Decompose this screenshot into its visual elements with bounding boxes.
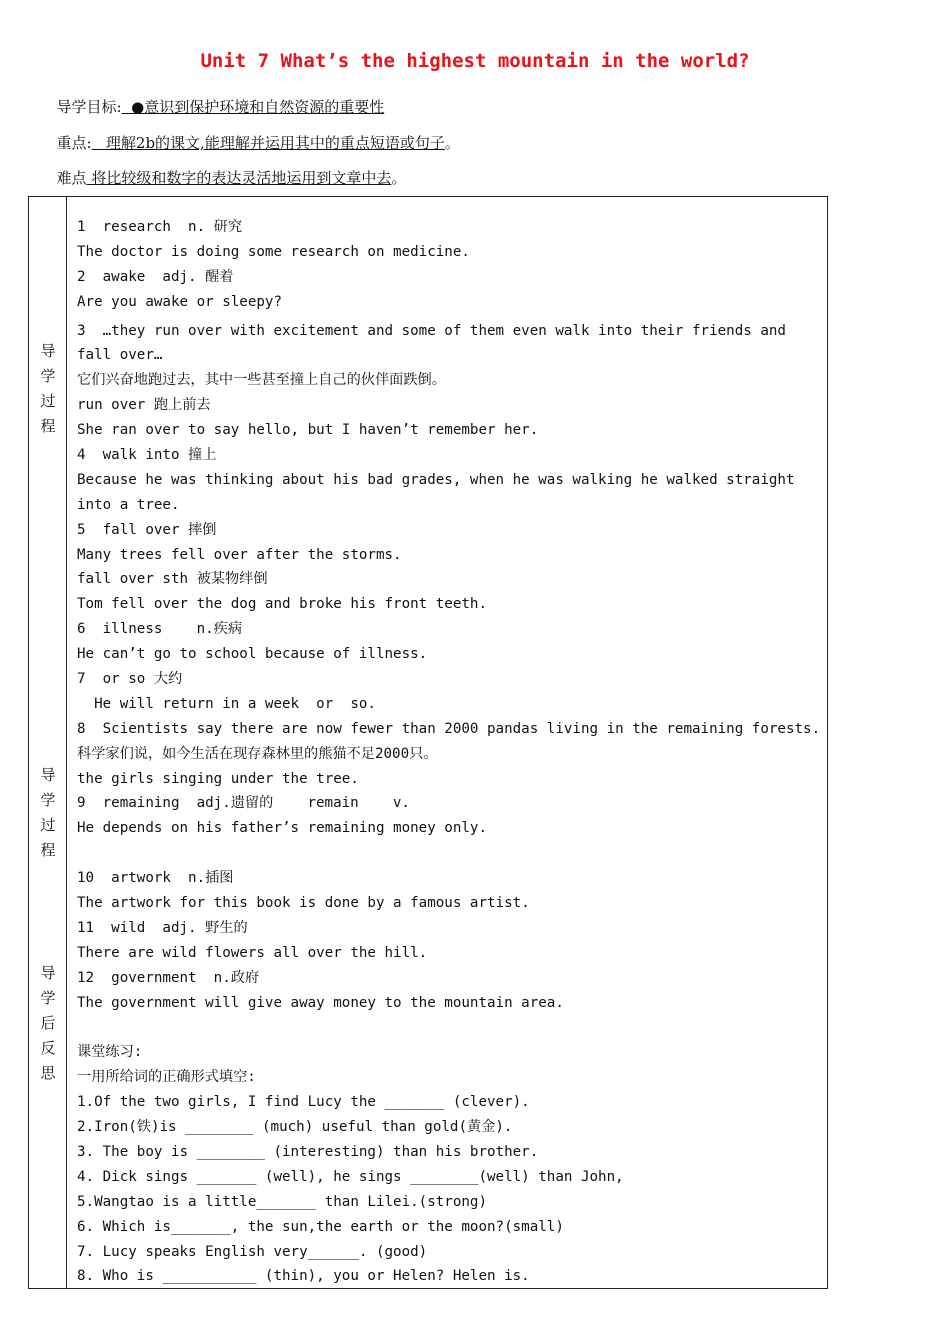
side-char: 程 xyxy=(40,417,56,435)
side-char: 过 xyxy=(40,816,56,834)
content-line: 5 fall over 摔倒 xyxy=(77,521,217,538)
content-line: 2.Iron(铁)is ________ (much) useful than gold(黄金). xyxy=(77,1119,513,1136)
content-line: He depends on his father’s remaining money only. xyxy=(77,820,487,837)
key-points-text: 理解2b的课文,能理解并运用其中的重点短语或句子 xyxy=(91,134,445,152)
content-line: fall over sth 被某物绊倒 xyxy=(77,571,268,588)
side-char: 过 xyxy=(40,392,56,410)
content-line: fall over… xyxy=(77,347,163,364)
content-line: 科学家们说，如今生活在现存森林里的熊猫不足2000只。 xyxy=(77,745,438,762)
content-line: The doctor is doing some research on medicine. xyxy=(77,243,470,260)
difficult-points-label: 难点 xyxy=(56,169,87,187)
difficult-points-text: 将比较级和数字的表达灵活地运用到文章中去 xyxy=(86,169,392,187)
side-char: 导 xyxy=(40,964,56,982)
content-line: He will return in a week or so. xyxy=(77,695,376,712)
content-line: 一用所给词的正确形式填空: xyxy=(77,1069,256,1086)
key-points-end: 。 xyxy=(444,134,460,152)
content-line: 9 remaining adj.遗留的 remain v. xyxy=(77,795,410,812)
content-line: 8 Scientists say there are now fewer than 2000 pandas living in the remaining forests. xyxy=(77,720,821,737)
content-line: 4 walk into 撞上 xyxy=(77,447,217,464)
content-line: Because he was thinking about his bad grades, when he was walking he walked straight xyxy=(77,471,795,488)
content-line: The artwork for this book is done by a famous artist. xyxy=(77,895,530,912)
content-line: 12 government n.政府 xyxy=(77,969,260,986)
side-char: 反 xyxy=(40,1039,56,1057)
side-char: 导 xyxy=(40,766,56,784)
key-points-label: 重点: xyxy=(56,134,92,152)
content-line: run over 跑上前去 xyxy=(77,397,211,414)
side-label-process-1 xyxy=(29,339,67,439)
lesson-content xyxy=(77,215,822,1289)
side-char: 学 xyxy=(40,989,56,1007)
content-line xyxy=(77,841,822,866)
content-line: into a tree. xyxy=(77,496,180,513)
side-label-process-2 xyxy=(29,763,67,863)
content-line: 1 research n. 研究 xyxy=(77,219,243,235)
goal-text: ●意识到保护环境和自然资源的重要性 xyxy=(121,98,385,116)
content-line: 5.Wangtao is a little_______ than Lilei.(strong) xyxy=(77,1193,487,1210)
side-char: 程 xyxy=(40,841,56,859)
side-char: 思 xyxy=(40,1064,56,1082)
content-line: 1.Of the two girls, I find Lucy the _______ (clever). xyxy=(77,1094,530,1111)
goal-label: 导学目标: xyxy=(56,98,122,116)
content-line: 7 or so 大约 xyxy=(77,671,183,688)
key-points-row xyxy=(47,114,460,153)
side-char: 后 xyxy=(40,1014,56,1032)
side-char: 学 xyxy=(40,791,56,809)
content-line: 4. Dick sings _______ (well), he sings ________(well) than John, xyxy=(77,1168,624,1185)
content-line: Are you awake or sleepy? xyxy=(77,293,282,310)
content-line: 3 …they run over with excitement and some of them even walk into their friends and xyxy=(77,322,786,339)
content-line: Many trees fell over after the storms. xyxy=(77,546,402,563)
content-line: 3. The boy is ________ (interesting) than his brother. xyxy=(77,1143,539,1160)
content-line: Tom fell over the dog and broke his front teeth. xyxy=(77,596,487,613)
content-line: 2 awake adj. 醒着 xyxy=(77,268,234,285)
content-line: 课堂练习: xyxy=(77,1044,143,1061)
content-line: 8. Who is ___________ (thin), you or Helen? Helen is. xyxy=(77,1268,530,1285)
lesson-table xyxy=(28,196,828,1289)
content-line: 6. Which is_______, the sun,the earth or the moon?(small) xyxy=(77,1218,564,1235)
difficult-points-end: 。 xyxy=(391,169,407,187)
content-line: 7. Lucy speaks English very______. (good) xyxy=(77,1243,428,1260)
content-line: 6 illness n.疾病 xyxy=(77,621,243,638)
content-line: She ran over to say hello, but I haven’t remember her. xyxy=(77,422,539,439)
content-line: He can’t go to school because of illness. xyxy=(77,646,428,663)
goal-row xyxy=(47,78,384,117)
content-line: the girls singing under the tree. xyxy=(77,770,359,787)
content-line xyxy=(77,1016,822,1041)
side-char: 导 xyxy=(40,342,56,360)
content-line: 11 wild adj. 野生的 xyxy=(77,919,248,936)
content-line: 它们兴奋地跑过去，其中一些甚至撞上自己的伙伴面跌倒。 xyxy=(77,372,446,389)
difficult-points-row xyxy=(47,149,406,188)
content-line: 10 artwork n.插图 xyxy=(77,870,234,887)
content-line: The government will give away money to the mountain area. xyxy=(77,994,564,1011)
content-line: There are wild flowers all over the hill. xyxy=(77,944,428,961)
side-column xyxy=(29,197,67,1288)
page-title: Unit 7 What’s the highest mountain in the world? xyxy=(200,50,750,72)
side-char: 学 xyxy=(40,367,56,385)
side-label-reflection xyxy=(29,961,67,1086)
